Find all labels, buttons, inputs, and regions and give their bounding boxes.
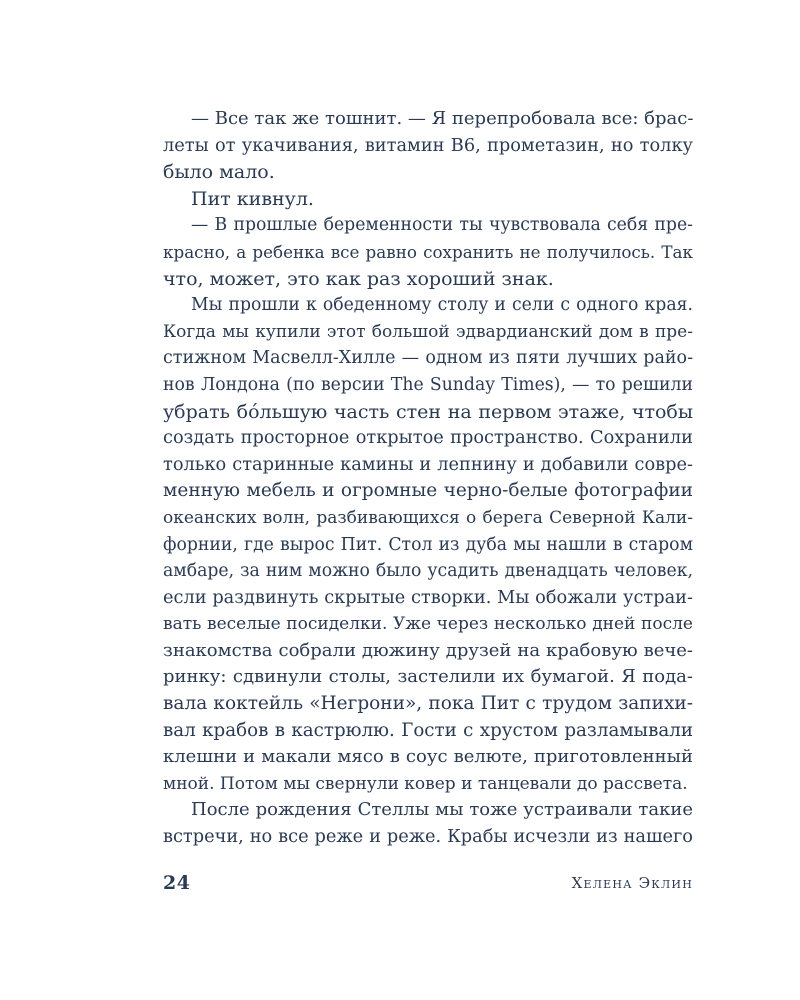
text-line: вать веселые посиделки. Уже через несколько дней после	[163, 614, 693, 635]
text-line: вал крабов в кастрюлю. Гости с хрустом разламывали	[163, 719, 693, 741]
text-line: убрать бóльшую часть стен на первом этаже, чтобы	[163, 400, 693, 423]
text-line: Пит кивнул.	[191, 187, 314, 210]
text-line: красно, а ребенка все равно сохранить не получилось. Так	[163, 241, 693, 262]
text-line: ринку: сдвинули столы, застелили их бумагой. Я пода-	[163, 666, 693, 688]
text-line: знакомства собрали дюжину друзей на крабовую вече-	[163, 639, 693, 661]
text-line: нов Лондона (по версии The Sunday Times), — то решили	[163, 374, 693, 395]
page-footer	[163, 872, 693, 898]
text-line: — В прошлые беременности ты чувствовала себя пре-	[191, 215, 693, 236]
text-line: форнии, где вырос Пит. Стол из дуба мы нашли в старом	[163, 534, 693, 555]
text-line: амбаре, за ним можно было усадить двенадцать человек,	[163, 561, 693, 582]
text-line: Мы прошли к обеденному столу и сели с одного края.	[191, 295, 693, 316]
text-line: стижном Масвелл-Хилле — одном из пяти лучших райо-	[163, 348, 693, 369]
text-line: только старинные камины и лепнину и добавили совре-	[163, 454, 693, 475]
text-line: океанских волн, разбивающихся о берега Северной Кали-	[163, 507, 693, 528]
page-number: 24	[163, 872, 191, 894]
text-line: если раздвинуть скрытые створки. Мы обожали устраи-	[163, 587, 693, 608]
text-line: клешни и макали мясо в соус велюте, приготовленный	[163, 746, 693, 768]
text-line: встречи, но все реже и реже. Крабы исчезли из нашего	[163, 827, 693, 848]
text-line: После рождения Стеллы мы тоже устраивали такие	[191, 799, 693, 821]
text-line: вала коктейль «Негрони», пока Пит с трудом запихи-	[163, 693, 693, 715]
body-text	[163, 106, 693, 851]
text-line: леты от укачивания, витамин B6, прометазин, но толку	[163, 135, 693, 156]
running-head-author: Хелена Эклин	[571, 874, 693, 892]
text-line: было мало.	[163, 161, 275, 184]
text-line: — Все так же тошнит. — Я перепробовала все: брас-	[191, 108, 694, 129]
text-line: менную мебель и огромные черно-белые фотографии	[163, 480, 693, 502]
text-line: что, может, это как раз хороший знак.	[163, 267, 554, 290]
text-line: создать просторное открытое пространство. Сохранили	[163, 428, 693, 449]
text-line: мной. Потом мы свернули ковер и танцевали до рассвета.	[163, 773, 688, 794]
text-line: Когда мы купили этот большой эдвардианский дом в пре-	[163, 321, 693, 342]
